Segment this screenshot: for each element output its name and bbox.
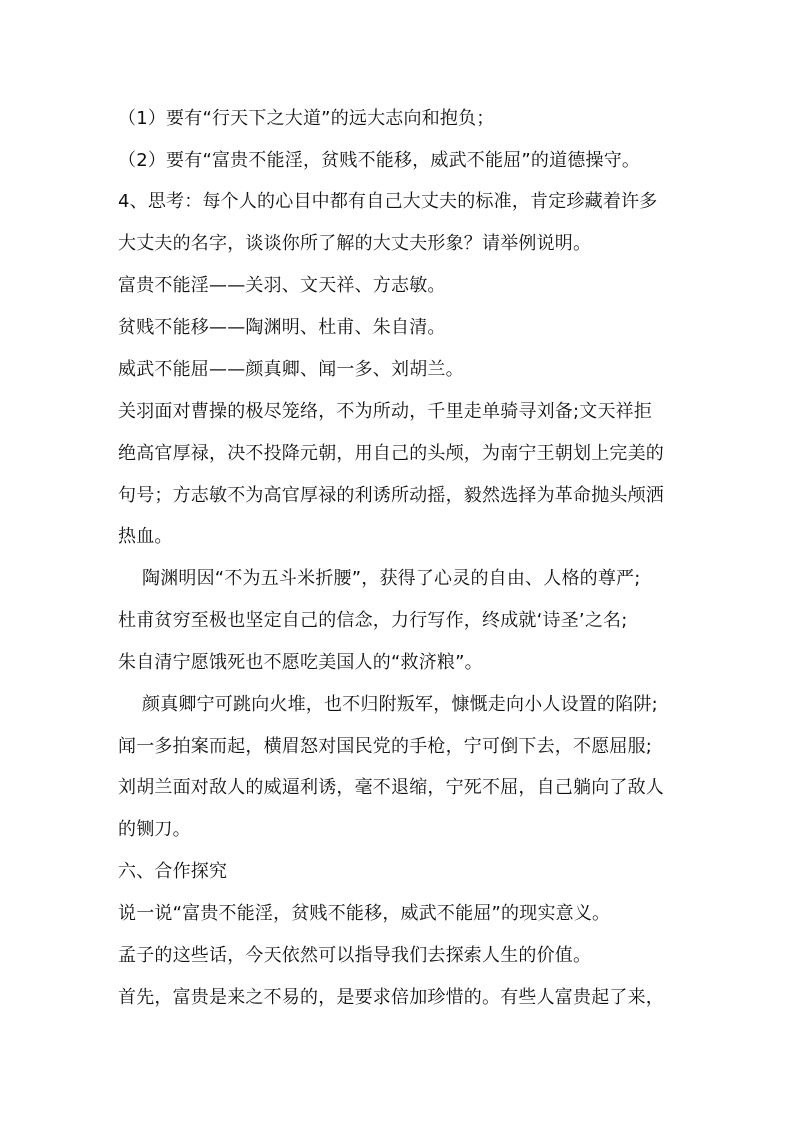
discussion-prompt: 说一说“富贵不能淫，贫贱不能移，威武不能屈”的现实意义。 — [118, 903, 611, 924]
question-4-line-1: 4、思考：每个人的心目中都有自己大丈夫的标准，肯定珍藏着许多 — [118, 191, 658, 212]
paragraph-line: 孟子的这些话，今天依然可以指导我们去探索人生的价值。 — [118, 945, 592, 966]
section-heading: 六、合作探究 — [118, 861, 228, 882]
paragraph-line: 朱自清宁愿饿死也不愿吃美国人的“救济粮”。 — [118, 652, 483, 673]
point-1: （1）要有“行天下之大道”的远大志向和抱负； — [118, 108, 495, 129]
paragraph-line: 关羽面对曹操的极尽笼络，不为所动，千里走单骑寻刘备;文天祥拒 — [118, 401, 653, 422]
paragraph-line: 杜甫贫穷至极也坚定自己的信念，力行写作，终成就‘诗圣’之名; — [118, 610, 628, 631]
power-examples: 威武不能屈——颜真卿、闻一多、刘胡兰。 — [118, 359, 464, 380]
paragraph-line: 热血。 — [118, 526, 173, 547]
paragraph-line: 闻一多拍案而起，横眉怒对国民党的手枪，宁可倒下去，不愿屈服; — [118, 736, 653, 757]
wealth-examples: 富贵不能淫——关羽、文天祥、方志敏。 — [118, 275, 446, 296]
paragraph-line: 颜真卿宁可跳向火堆，也不归附叛军，慷慨走向小人设置的陷阱; — [142, 694, 658, 715]
paragraph-line: 刘胡兰面对敌人的威逼利诱，毫不退缩，宁死不屈，自己躺向了敌人 — [118, 777, 664, 798]
poverty-examples: 贫贱不能移——陶渊明、杜甫、朱自清。 — [118, 317, 446, 338]
paragraph-line: 句号；方志敏不为高官厚禄的利诱所动摇，毅然选择为革命抛头颅洒 — [118, 485, 664, 506]
paragraph-line: 的铡刀。 — [118, 819, 191, 840]
paragraph-line: 陶渊明因“不为五斗米折腰”，获得了心灵的自由、人格的尊严; — [142, 568, 641, 589]
paragraph-line: 首先，富贵是来之不易的，是要求倍加珍惜的。有些人富贵起了来， — [118, 987, 664, 1008]
question-4-line-2: 大丈夫的名字，谈谈你所了解的大丈夫形象？请举例说明。 — [118, 233, 592, 254]
point-2: （2）要有“富贵不能淫，贫贱不能移，威武不能屈”的道德操守。 — [118, 150, 641, 171]
paragraph-line: 绝高官厚禄，决不投降元朝，用自己的头颅，为南宁王朝划上完美的 — [118, 443, 664, 464]
